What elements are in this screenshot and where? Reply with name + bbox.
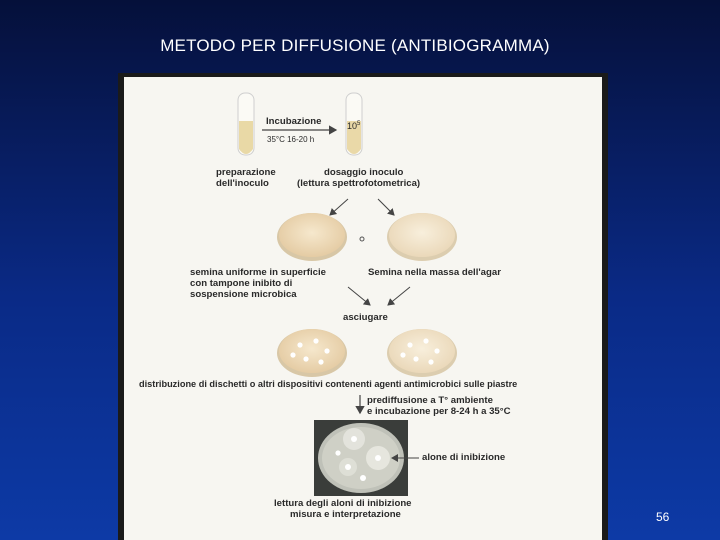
step-massa: Semina nella massa dell'agar <box>368 267 501 278</box>
arrow-to-mass-plate <box>378 199 394 215</box>
arrow-to-surface-plate <box>330 199 348 215</box>
step-dose-line2: (lettura spettrofotometrica) <box>297 178 421 189</box>
agar-plate-surface <box>277 213 347 261</box>
step-prediff-line2: e incubazione per 8-24 h a 35°C <box>367 406 511 417</box>
diagram-graphics <box>124 77 602 540</box>
step-semina-line3: sospensione microbica <box>190 289 297 300</box>
plate-with-disks-right <box>387 329 457 377</box>
diagram-canvas <box>124 77 602 540</box>
step-asciugare: asciugare <box>343 312 388 323</box>
step-reading-line1: lettura degli aloni di inibizione <box>274 498 412 509</box>
step-dose-line1: dosaggio inoculo <box>324 167 404 178</box>
diagram-figure <box>118 73 608 540</box>
page-number: 56 <box>656 510 670 524</box>
concentration-label: $10^5$ <box>347 121 361 131</box>
step-reading-line2: misura e interpretazione <box>290 509 401 520</box>
step-distribution: distribuzione di dischetti o altri dispositivi contenenti agenti antimicrobici sulle piastre <box>139 379 518 389</box>
arrow-mass-to-dry <box>388 287 410 305</box>
step-prep-line2: dell'inoculo <box>216 178 269 189</box>
step-prediff-line1: prediffusione a T° ambiente <box>367 395 493 406</box>
step-prep-line1: preparazione <box>216 167 276 178</box>
arrow-surface-to-dry <box>348 287 370 305</box>
label-alone: alone di inibizione <box>422 452 506 463</box>
plate-with-disks-left <box>277 329 347 377</box>
test-tube-inoculum <box>238 93 254 155</box>
incubation-detail: 35°C 16-20 h <box>267 135 315 144</box>
incubation-title: Incubazione <box>266 116 322 127</box>
agar-plate-mass <box>387 213 457 261</box>
step-semina-line1: semina uniforme in superficie <box>190 267 326 278</box>
step-semina-line2: con tampone inibito di <box>190 278 293 289</box>
slide-title: METODO PER DIFFUSIONE (ANTIBIOGRAMMA) <box>160 36 550 55</box>
center-dot <box>360 237 364 241</box>
